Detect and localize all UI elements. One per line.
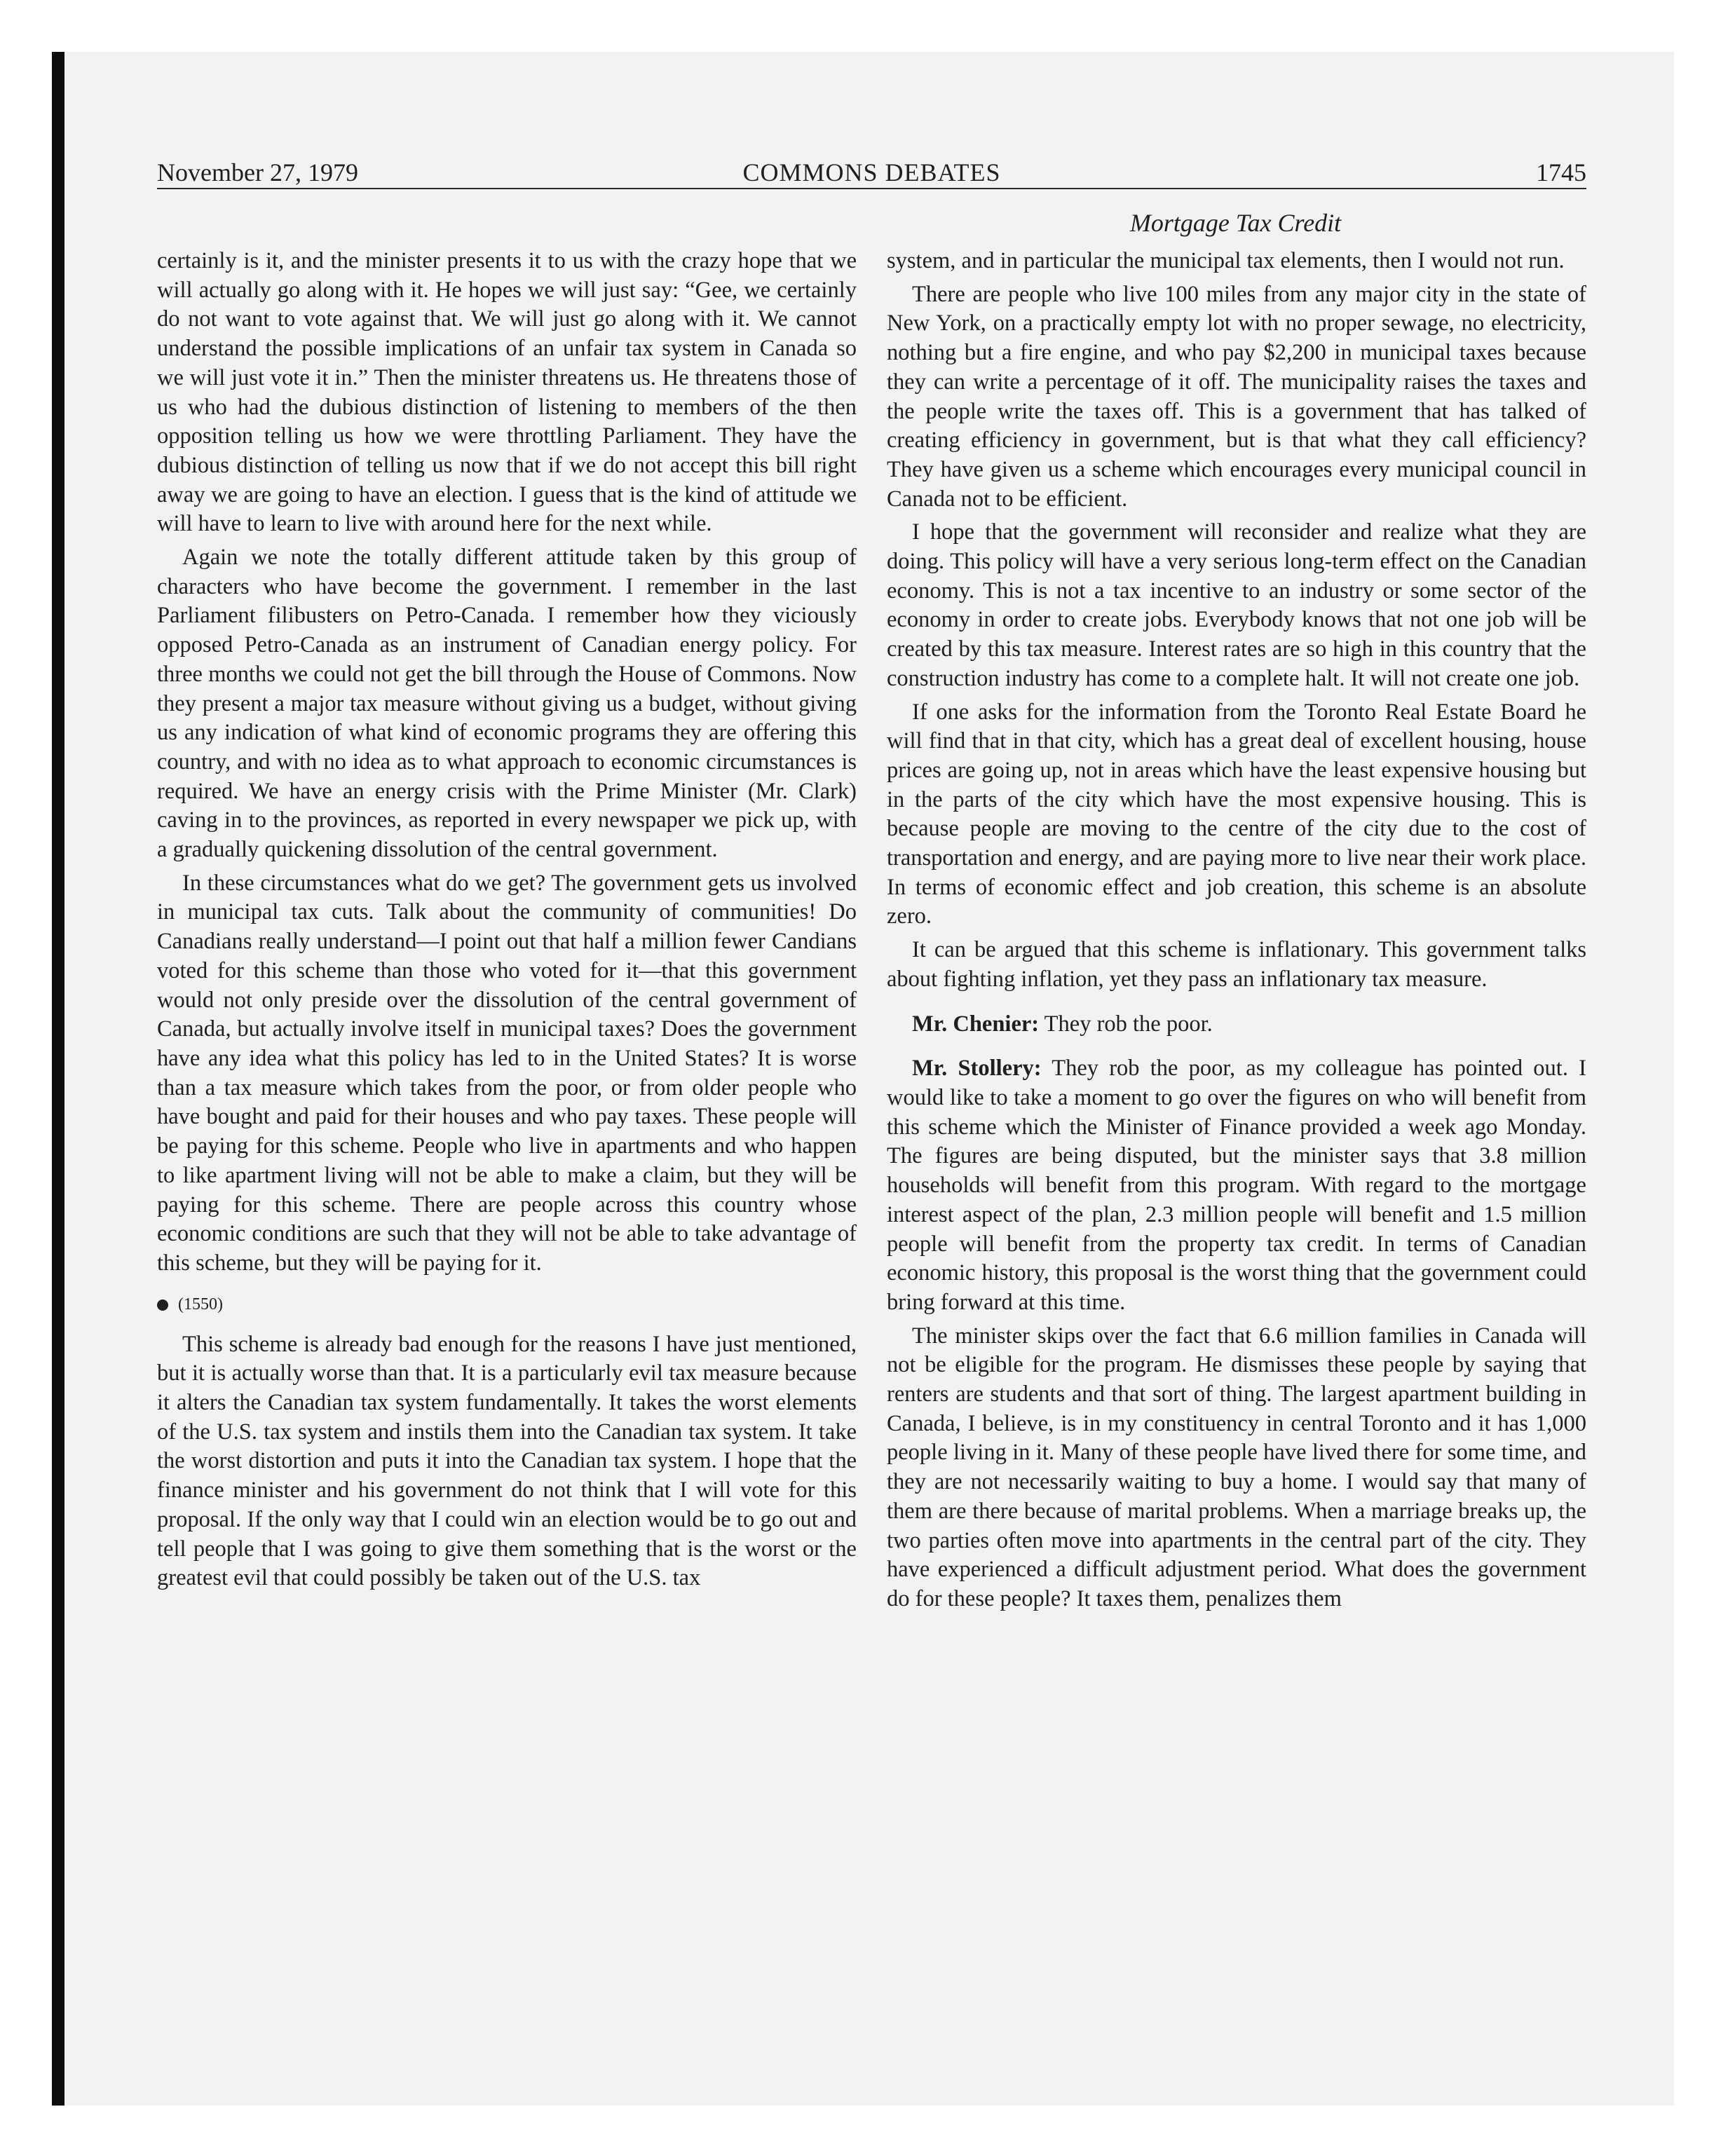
header-page-number: 1745 xyxy=(1536,158,1586,186)
time-marker xyxy=(157,1294,857,1315)
paragraph: It can be argued that this scheme is inflationary. This government talks about fighting inflation, yet they pass an inflationary tax measure. xyxy=(887,937,1586,992)
speech-text: They rob the poor, as my colleague has pointed out. I would like to take a moment to go over the figures on who will benefit from this scheme which the Minister of Finance provided a week ago Monday. The figures are being disputed, but the minister says that 3.8 million households will benefit from this program. With regard to the mortgage interest aspect of the plan, 2.3 million people will benefit and 1.5 million people will benefit from the property tax credit. In terms of Canadian economic history, this proposal is the worst thing that the government could bring forward at this time. xyxy=(887,1056,1586,1315)
speaker-name: Mr. Chenier: xyxy=(912,1011,1040,1037)
time-marker-text: (1550) xyxy=(178,1295,223,1314)
header-publication: COMMONS DEBATES xyxy=(742,158,1001,186)
right-column xyxy=(887,247,1586,1614)
paragraph: Again we note the totally different attitude taken by this group of characters who have become the government. I remember in the last Parliament filibusters on Petro-Canada. I remember how they viciously opposed Petro-Canada as an instrument of Canadian energy policy. For three months we could not get the bill through the House of Commons. Now they present a major tax measure without giving us a budget, without giving us any indication of what kind of economic programs they are offering this country, and with no idea as to what approach to economic circumstances is required. We have an energy crisis with the Prime Minister (Mr. Clark) caving in to the provinces, as reported in every newspaper we pick up, with a gradually quickening dissolution of the central government. xyxy=(157,545,857,863)
bullet-icon xyxy=(157,1299,168,1311)
speech-stollery xyxy=(887,1054,1586,1317)
scan-edge-bar xyxy=(52,52,64,2106)
paragraph: This scheme is already bad enough for the reasons I have just mentioned, but it is actually worse than that. It is a particularly evil tax measure because it alters the Canadian tax system fundamentally. It takes the worst elements of the U.S. tax system and instils them into the Canadian tax system. It take the worst distortion and puts it into the Canadian tax system. I hope that the finance minister and his government do not think that I will vote for this proposal. If the only way that I could win an election would be to go out and tell people that I was going to give them something that is the worst or the greatest evil that could possibly be taken out of the U.S. tax xyxy=(157,1331,857,1591)
running-head: Mortgage Tax Credit xyxy=(1129,209,1342,237)
paragraph: If one asks for the information from the Toronto Real Estate Board he will find that in that city, which has a great deal of excellent housing, house prices are going up, not in areas which have the least expensive housing but in the parts of the city which have the most expensive housing. This is because people are moving to the centre of the city due to the cost of transportation and energy, and are paying more to live near their work place. In terms of economic effect and job creation, this scheme is an absolute zero. xyxy=(887,699,1586,929)
speaker-name: Mr. Stollery: xyxy=(912,1056,1042,1082)
page-header xyxy=(157,157,1586,189)
paragraph: The minister skips over the fact that 6.6 million families in Canada will not be eligible for the program. He dismisses these people by saying that renters are students and that sort of thing. The largest apartment building in Canada, I believe, is in my constituency in central Toronto and it has 1,000 people living in it. Many of these people have lived there for some time, and they are not necessarily waiting to buy a home. I would say that many of them are there because of marital problems. When a marriage breaks up, the two parties often move into apartments in the central part of the city. They have experienced a difficult adjustment period. What does the government do for these people? It taxes them, penalizes them xyxy=(887,1323,1586,1611)
paragraph: I hope that the government will reconsider and realize what they are doing. This policy will have a very serious long-term effect on the Canadian economy. This is not a tax incentive to an industry or some sector of the economy in order to create jobs. Everybody knows that not one job will be created by this tax measure. Interest rates are so high in this country that the construction industry has come to a complete halt. It will not create one job. xyxy=(887,519,1586,691)
paragraph: There are people who live 100 miles from any major city in the state of New York, on a practically empty lot with no proper sewage, no electricity, nothing but a fire engine, and who pay $2,200 in municipal taxes because they can write a percentage of it off. The municipality raises the taxes and the people write the taxes off. This is a government that has talked of creating efficiency in government, but is that what they call efficiency? They have given us a scheme which encourages every municipal council in Canada not to be efficient. xyxy=(887,281,1586,512)
header-date: November 27, 1979 xyxy=(157,158,358,186)
speech-chenier xyxy=(887,1010,1586,1039)
paragraph: In these circumstances what do we get? The government gets us involved in municipal tax cuts. Talk about the community of communities! Do Canadians really understand—I point out that half a million fewer Candians voted for this scheme than those who voted for it—that this government would not only preside over the dissolution of the central government of Canada, but actually involve itself in municipal taxes? Does the government have any idea what this policy has led to in the United States? It is worse than a tax measure which takes from the poor, or from older people who have bought and paid for their houses and who pay taxes. These people will be paying for this scheme. People who live in apartments and who happen to like apartment living will not be able to make a claim, but they will be paying for this scheme. There are people across this country whose economic conditions are such that they will not be able to take advantage of this scheme, but they will be paying for it. xyxy=(157,870,857,1276)
paragraph: system, and in particular the municipal tax elements, then I would not run. xyxy=(887,248,1565,273)
left-column xyxy=(157,247,857,1593)
paragraph: certainly is it, and the minister presents it to us with the crazy hope that we will actually go along with it. He hopes we will just say: “Gee, we certainly do not want to vote against that. We will just go along with it. We cannot understand the possible implications of an unfair tax system in Canada so we will just vote it in.” Then the minister threatens us. He threatens those of us who had the dubious distinction of listening to members of the then opposition telling us how we were throttling Parliament. They have the dubious distinction of telling us now that if we do not accept this bill right away we are going to have an election. I guess that is the kind of attitude we will have to learn to live with around here for the next while. xyxy=(157,248,857,537)
speech-text: They rob the poor. xyxy=(1044,1011,1213,1037)
